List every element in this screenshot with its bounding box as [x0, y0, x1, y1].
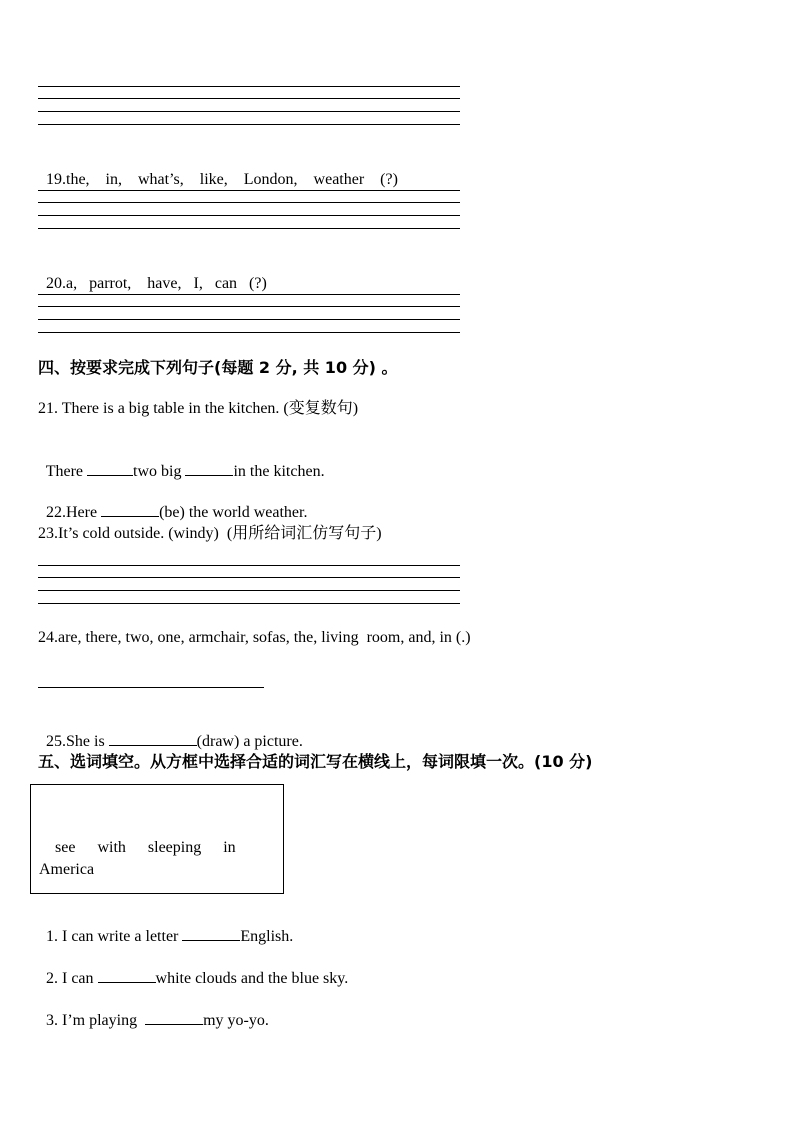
word-sleeping: sleeping: [147, 839, 202, 856]
question-20-number: 20.: [46, 275, 66, 292]
answer-lines-23[interactable]: [38, 565, 460, 605]
answer-lines-18: [38, 86, 460, 126]
question-19-number: 19.: [46, 171, 66, 188]
q25-text-a: 25.She is: [46, 733, 109, 750]
section-5-title: 五、选词填空。从方框中选择合适的词汇写在横线上，每词限填一次。(10 分): [38, 752, 593, 771]
question-20-text: a, parrot, have, I, can (?): [66, 275, 267, 292]
q21-text-a: There: [45, 463, 88, 480]
q21-text-c: in the kitchen.: [233, 463, 325, 480]
fill-item-2: [38, 948, 348, 989]
fill-1-text-a: 1. I can write a letter: [46, 928, 183, 945]
question-23: 23.It’s cold outside. (windy) (用所给词汇仿写句子): [38, 525, 382, 542]
question-21-answer: [38, 441, 325, 482]
answer-lines-20[interactable]: [38, 294, 460, 334]
q21-blank-2[interactable]: [185, 461, 233, 476]
fill-3-blank[interactable]: [145, 1010, 203, 1025]
q21-text-b: two big: [133, 463, 186, 480]
question-24: 24.are, there, two, one, armchair, sofas, the, living room, and, in (.): [38, 629, 471, 646]
question-19-text: the, in, what’s, like, London, weather (?): [66, 171, 398, 188]
word-box: [30, 784, 284, 894]
q25-blank[interactable]: [109, 731, 197, 746]
word-in: in: [223, 839, 236, 856]
q22-text-a: 22.Here: [46, 504, 102, 521]
question-25: [38, 711, 303, 752]
fill-2-blank[interactable]: [98, 968, 156, 983]
question-20: [38, 254, 267, 294]
fill-item-3: [38, 990, 269, 1031]
fill-2-text-b: white clouds and the blue sky.: [155, 970, 349, 987]
word-with: with: [97, 839, 126, 856]
fill-2-text-a: 2. I can: [46, 970, 98, 987]
fill-3-text-a: 3. I’m playing: [46, 1012, 146, 1029]
fill-1-text-b: English.: [240, 928, 294, 945]
q21-blank-1[interactable]: [87, 461, 133, 476]
question-21: 21. There is a big table in the kitchen. (变复数句): [38, 400, 359, 417]
word-america: America: [39, 861, 95, 878]
question-22: [38, 482, 307, 523]
fill-3-text-b: my yo-yo.: [203, 1012, 269, 1029]
answer-lines-19[interactable]: [38, 190, 460, 230]
section-4-title: 四、按要求完成下列句子(每题 2 分, 共 10 分) 。: [38, 358, 398, 377]
fill-1-blank[interactable]: [182, 926, 240, 941]
q22-text-b: (be) the world weather.: [159, 504, 308, 521]
word-see: see: [55, 839, 76, 856]
q25-text-b: (draw) a picture.: [196, 733, 303, 750]
question-19: [38, 150, 398, 190]
q22-blank[interactable]: [101, 502, 159, 517]
fill-item-1: [38, 906, 293, 947]
answer-line-24[interactable]: [38, 687, 264, 688]
